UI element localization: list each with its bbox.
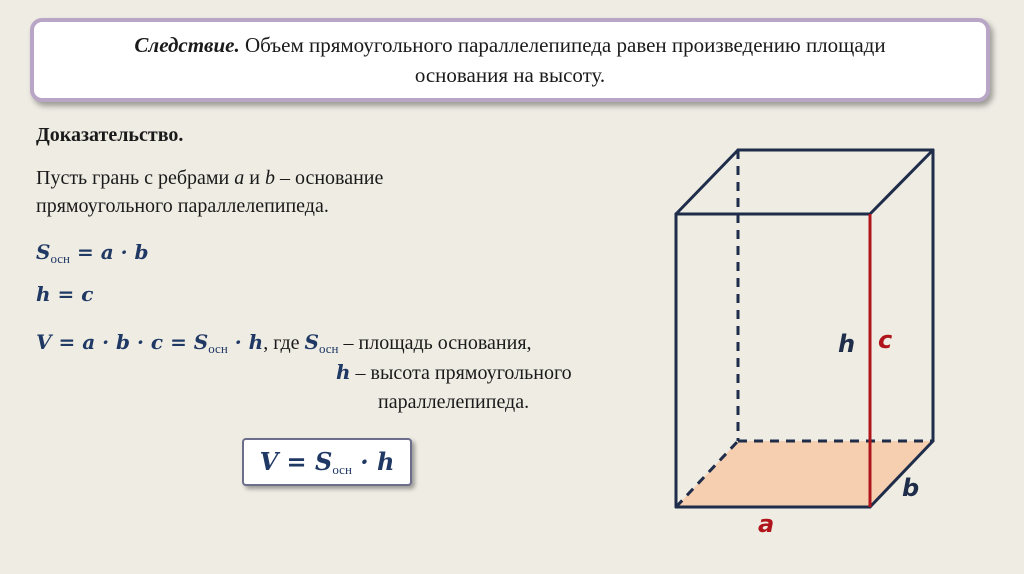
final-sub: осн — [332, 462, 352, 477]
edge-top-right — [870, 150, 933, 214]
intro-text-2: и — [244, 167, 265, 189]
eq-volume-where: , где — [263, 332, 305, 354]
corollary-lead: Следствие. — [134, 33, 240, 57]
eq-base-sub: осн — [50, 251, 71, 266]
eq-volume-sub: осн — [208, 341, 228, 356]
eq-base-rhs: = a · b — [70, 240, 149, 264]
eq-volume-part2: · h — [227, 330, 264, 354]
eq-volume-s-desc: – площадь основания, — [338, 332, 532, 354]
eq-volume-s: S — [304, 330, 319, 354]
corollary-line1: Объем прямоугольного параллелепипеда равен произведению площади — [239, 33, 886, 57]
base-face — [676, 441, 933, 507]
eq-volume-h: h — [336, 360, 351, 384]
edge-top-left — [676, 150, 738, 214]
label-b: b — [902, 474, 920, 502]
eq-height-text: h = c — [36, 282, 94, 306]
eq-base-s: S — [36, 240, 51, 264]
corollary-line2: основания на высоту. — [414, 63, 606, 87]
eq-volume-h-desc2: параллелепипеда. — [378, 391, 530, 413]
proof-heading: Доказательство. — [36, 124, 184, 146]
intro-text-4: прямоугольного параллелепипеда. — [36, 195, 329, 217]
final-part2: · h — [351, 447, 395, 476]
eq-volume-part1: V = a · b · c = S — [36, 330, 209, 354]
intro-var-b: b — [264, 167, 275, 189]
intro-var-a: a — [234, 167, 245, 189]
eq-volume-h-desc: – высота прямоугольного — [350, 362, 572, 384]
intro-text-1: Пусть грань с ребрами — [36, 167, 235, 189]
intro-text-3: – основание — [274, 167, 384, 189]
final-part1: V = S — [259, 447, 333, 476]
label-a: a — [758, 510, 775, 538]
eq-volume-s-sub: осн — [318, 341, 339, 356]
label-c: c — [878, 326, 893, 354]
label-h: h — [838, 330, 856, 358]
